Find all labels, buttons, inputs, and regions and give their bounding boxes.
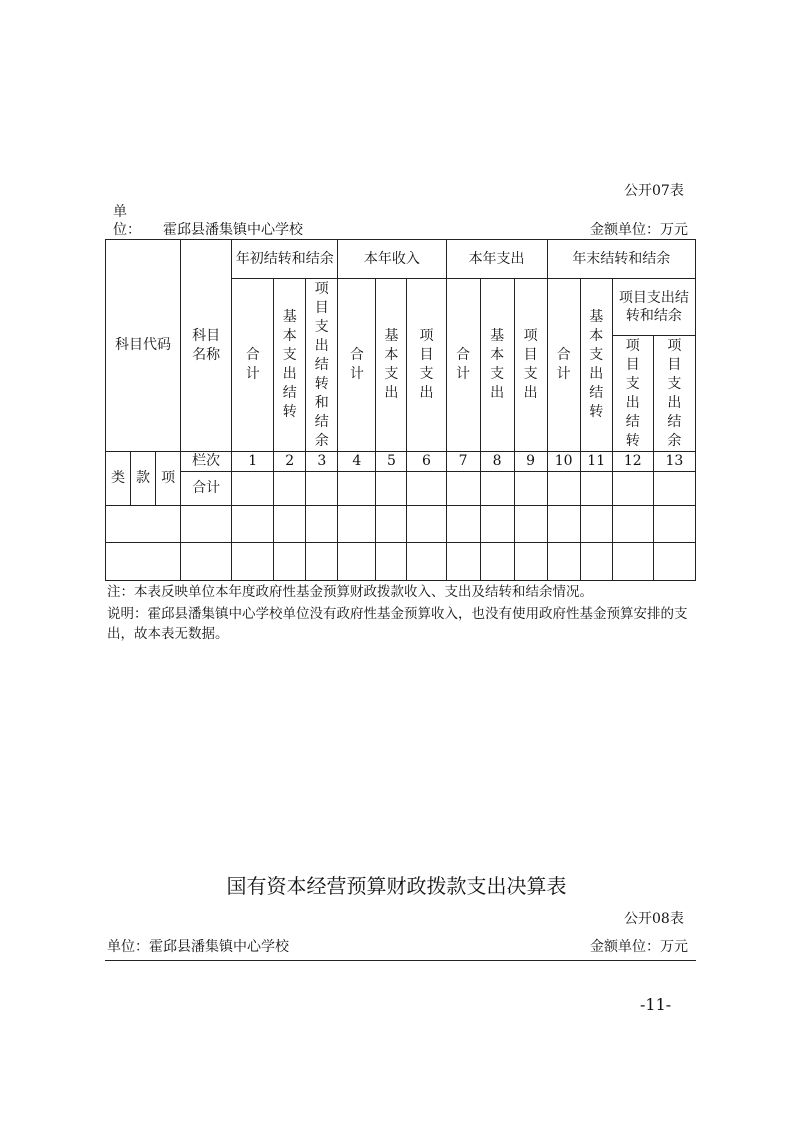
column-number: 8	[480, 452, 514, 472]
header-group-expense: 本年支出	[446, 240, 547, 279]
amount-unit-07: 金额单位：万元	[590, 222, 688, 238]
table-cell	[580, 472, 612, 506]
header-subject-code: 科目代码	[106, 240, 181, 452]
column-number: 12	[612, 452, 653, 472]
table08-title: 国有资本经营预算财政拨款支出决算表	[226, 874, 567, 898]
column-number: 9	[514, 452, 547, 472]
sum-row-label: 合计	[181, 472, 232, 506]
header-opening-basic-carry: 基本支出结转	[274, 279, 306, 452]
header-opening-project-carry-balance: 项目支出结转和结余	[306, 279, 338, 452]
header-lei: 类	[106, 452, 131, 506]
form-number-08: 公开08表	[624, 911, 684, 927]
header-closing-project-carry-balance: 项目支出结转和结余	[612, 279, 695, 336]
table-cell	[338, 472, 376, 506]
table-cell	[274, 472, 306, 506]
column-number: 6	[407, 452, 446, 472]
table-cell	[446, 472, 480, 506]
column-number-label: 栏次	[181, 452, 232, 472]
table-cell	[653, 472, 695, 506]
unit-label-line1: 单	[113, 204, 127, 220]
table-row	[106, 543, 696, 581]
header-income-project: 项目支出	[407, 279, 446, 452]
column-number: 3	[306, 452, 338, 472]
header-kuan: 款	[131, 452, 156, 506]
table-cell	[306, 472, 338, 506]
header-closing-project-balance: 项目支出结余	[653, 336, 695, 452]
header-subject-name: 科目名称	[181, 240, 232, 452]
unit-name: 霍邱县潘集镇中心学校	[163, 222, 303, 238]
column-number: 7	[446, 452, 480, 472]
header-xiang: 项	[156, 452, 181, 506]
column-number: 1	[232, 452, 274, 472]
table-cell	[232, 472, 274, 506]
column-number: 11	[580, 452, 612, 472]
unit-label-line2: 位：	[113, 222, 141, 238]
column-number: 2	[274, 452, 306, 472]
form-number-07: 公开07表	[624, 183, 684, 199]
table-note: 注：本表反映单位本年度政府性基金预算财政拨款收入、支出及结转和结余情况。	[107, 584, 593, 600]
header-group-opening: 年初结转和结余	[232, 240, 338, 279]
column-number: 13	[653, 452, 695, 472]
table-cell	[480, 472, 514, 506]
header-group-income: 本年收入	[338, 240, 446, 279]
table-cell	[612, 472, 653, 506]
table-row	[106, 506, 696, 543]
column-number: 4	[338, 452, 376, 472]
header-closing-total: 合计	[547, 279, 580, 452]
column-number: 5	[376, 452, 407, 472]
table-explanation: 说明：霍邱县潘集镇中心学校单位没有政府性基金预算收入，也没有使用政府性基金预算安排的支出，故本表无数据。	[107, 606, 688, 642]
header-income-basic: 基本支出	[376, 279, 407, 452]
amount-unit-08: 金额单位：万元	[590, 939, 688, 955]
table08-top-rule	[105, 960, 696, 961]
header-expense-project: 项目支出	[514, 279, 547, 452]
header-expense-total: 合计	[446, 279, 480, 452]
table-cell	[407, 472, 446, 506]
header-closing-basic-carry: 基本支出结转	[580, 279, 612, 452]
table-cell	[547, 472, 580, 506]
header-income-total: 合计	[338, 279, 376, 452]
government-fund-budget-table	[105, 239, 696, 581]
header-expense-basic: 基本支出	[480, 279, 514, 452]
header-closing-project-carry: 项目支出结转	[612, 336, 653, 452]
header-group-closing: 年末结转和结余	[547, 240, 695, 279]
page-number: -11-	[640, 995, 672, 1014]
unit-08: 单位：霍邱县潘集镇中心学校	[107, 939, 289, 955]
column-number: 10	[547, 452, 580, 472]
table-cell	[376, 472, 407, 506]
header-opening-total: 合计	[232, 279, 274, 452]
table-cell	[514, 472, 547, 506]
